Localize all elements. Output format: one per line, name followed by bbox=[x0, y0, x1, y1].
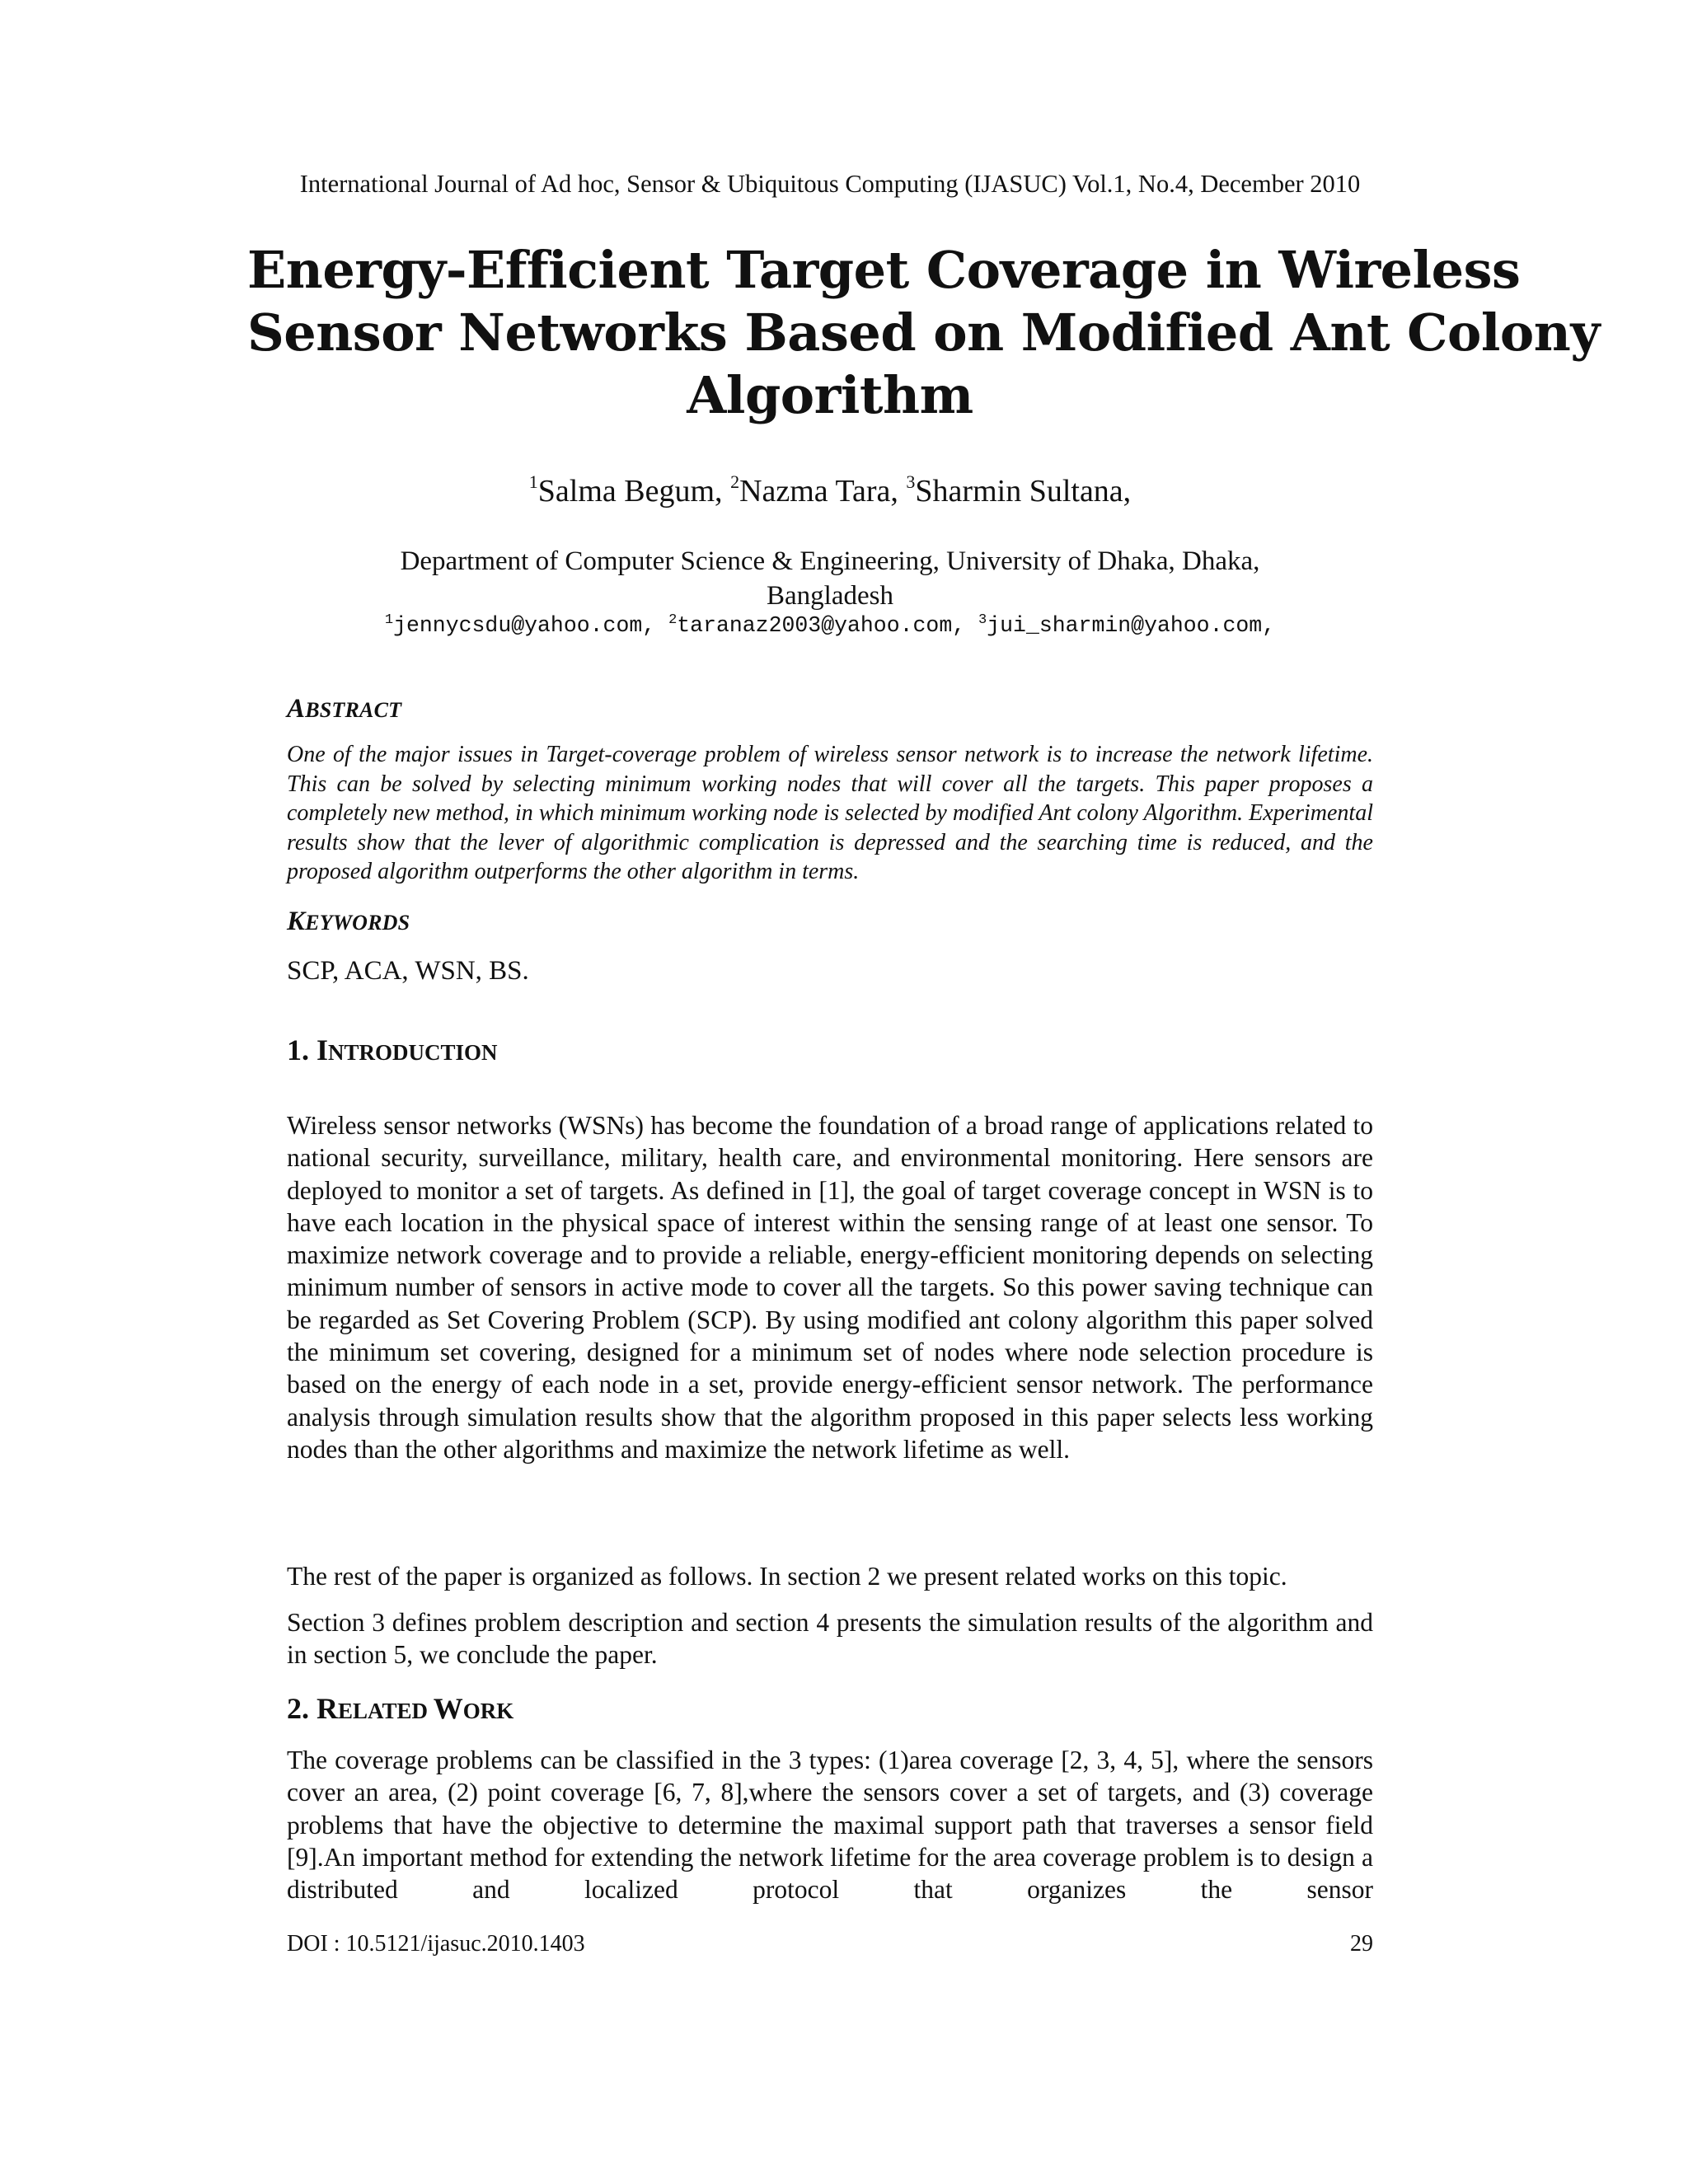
author-list bbox=[287, 473, 1373, 509]
page-number: 29 bbox=[1350, 1931, 1373, 1957]
title-line-2: Sensor Networks Based on Modified Ant Colony bbox=[247, 302, 1600, 363]
email-3-number: 3 bbox=[978, 612, 987, 628]
introduction-heading: 1. INTRODUCTION bbox=[287, 1033, 498, 1066]
abstract-heading: ABSTRACT bbox=[287, 694, 402, 724]
journal-header: International Journal of Ad hoc, Sensor & Ubiquitous Computing (IJASUC) Vol.1, No.4, December 2010 bbox=[299, 170, 1361, 198]
author-2-number: 2 bbox=[730, 471, 740, 492]
introduction-paragraph-1: Wireless sensor networks (WSNs) has become the foundation of a broad range of applications related to national security, surveillance, military, health care, and environmental monitoring. Here sensors are deployed to monitor a set of targets. As defined in [1], the goal of target coverage concept in WSN is to have each location in the physical space of interest within the sensing range of at least one sensor. To maximize network coverage and to provide a reliable, energy-efficient monitoring depends on selecting minimum number of sensors in active mode to cover all the targets. So this power saving technique can be regarded as Set Covering Problem (SCP). By using modified ant colony algorithm this paper solved the minimum set covering, designed for a minimum set of nodes where node selection procedure is based on the energy of each node in a set, provide energy-efficient sensor network. The performance analysis through simulation results show that the algorithm proposed in this paper selects less working nodes than the other algorithms and maximize the network lifetime as well. bbox=[287, 1111, 1373, 1464]
email-1-number: 1 bbox=[384, 612, 394, 628]
doi-footer: DOI : 10.5121/ijasuc.2010.1403 bbox=[287, 1931, 585, 1957]
author-1-name: Salma Begum, bbox=[537, 474, 723, 509]
title-line-3: Algorithm bbox=[687, 365, 973, 425]
email-2[interactable]: taranaz2003@yahoo.com, bbox=[677, 613, 966, 638]
introduction-paragraph-2: The rest of the paper is organized as follows. In section 2 we present related works on this topic. bbox=[287, 1562, 1287, 1591]
keywords-heading: KEYWORDS bbox=[287, 907, 410, 936]
author-3-number: 3 bbox=[906, 471, 916, 492]
affiliation-line-1: Department of Computer Science & Engineering, University of Dhaka, Dhaka, bbox=[400, 546, 1260, 576]
email-3[interactable]: jui_sharmin@yahoo.com, bbox=[987, 613, 1276, 638]
paper-title bbox=[247, 239, 1600, 427]
keywords-text: SCP, ACA, WSN, BS. bbox=[287, 956, 529, 986]
author-1-number: 1 bbox=[528, 471, 538, 492]
email-2-number: 2 bbox=[668, 612, 678, 628]
abstract-text: One of the major issues in Target-coverage problem of wireless sensor network is to increase the network lifetime. This can be solved by selecting minimum working nodes that will cover all the targets. This paper proposes a completely new method, in which minimum working node is selected by modified Ant colony Algorithm. Experimental results show that the lever of algorithmic complication is depressed and the searching time is reduced, and the proposed algorithm outperforms the other algorithm in terms. bbox=[287, 742, 1373, 884]
author-emails bbox=[287, 613, 1373, 638]
related-work-paragraph-1: The coverage problems can be classified in the 3 types: (1)area coverage [2, 3, 4, 5], where the sensors cover an area, (2) point coverage [6, 7, 8],where the sensors cover a set of targets, and (3) coverage problems that have the objective to determine the maximal support path that traverses a sensor field [9].An important method for extending the network lifetime for the area coverage problem is to design a distributed and localized protocol that organizes the sensor bbox=[287, 1746, 1373, 1905]
affiliation-line-2: Bangladesh bbox=[767, 581, 893, 611]
affiliation bbox=[287, 544, 1373, 613]
title-line-1: Energy-Efficient Target Coverage in Wireless bbox=[247, 240, 1521, 300]
email-1[interactable]: jennycsdu@yahoo.com, bbox=[393, 613, 656, 638]
author-2-name: Nazma Tara, bbox=[739, 474, 898, 509]
introduction-paragraph-3: Section 3 defines problem description and section 4 presents the simulation results of the algorithm and in section 5, we conclude the paper. bbox=[287, 1608, 1373, 1670]
related-work-heading: 2. RELATED WORK bbox=[287, 1692, 514, 1725]
author-3-name: Sharmin Sultana, bbox=[915, 474, 1132, 509]
